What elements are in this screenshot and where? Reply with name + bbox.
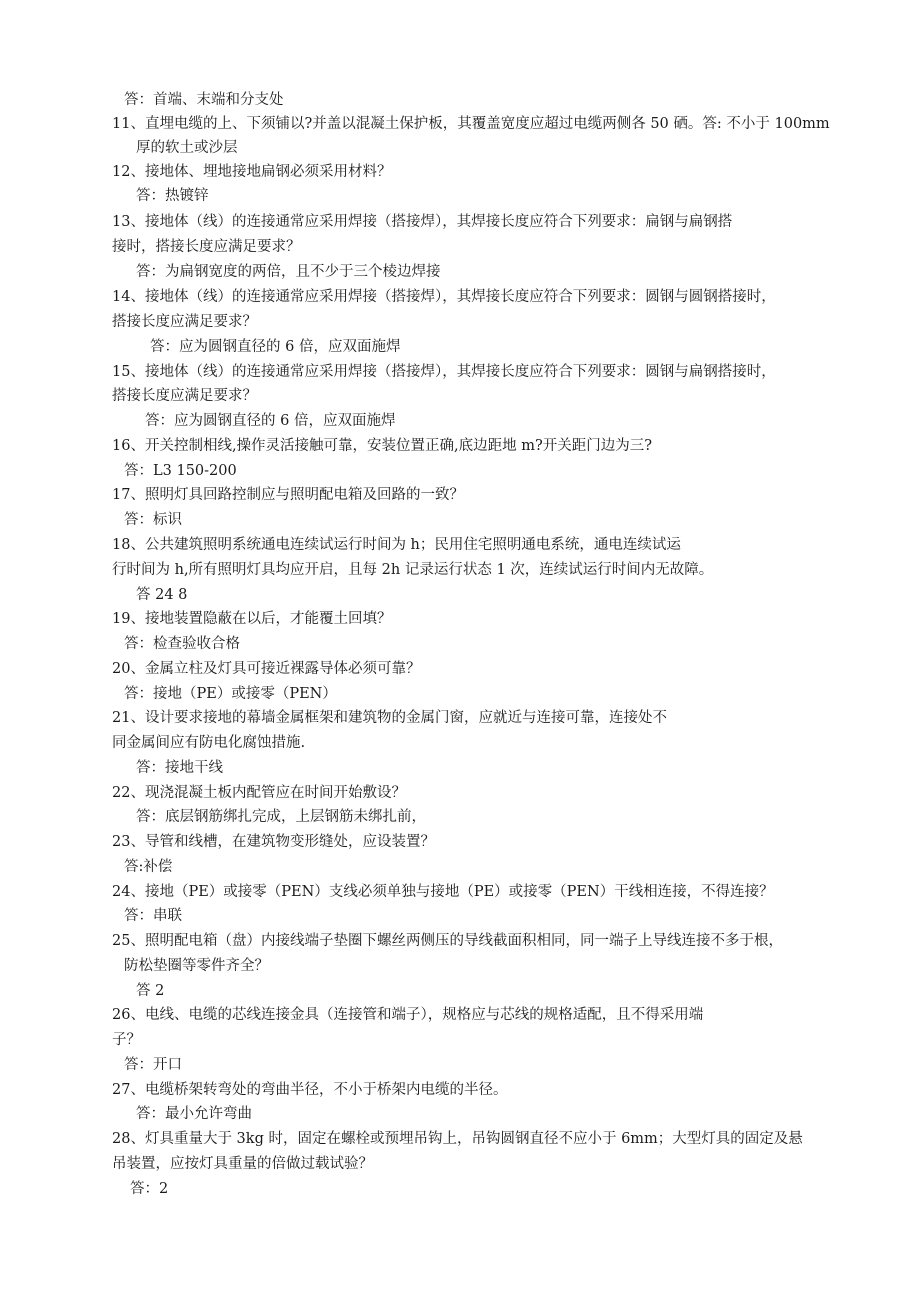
answer-line: 答：2 [130, 1181, 169, 1197]
question-line: 15、接地体（线）的连接通常应采用焊接（搭接焊），其焊接长度应符合下列要求：圆钢与扁钢搭接时， [112, 364, 776, 380]
question-line: 22、现浇混凝土板内配管应在时间开始敷设？ [112, 785, 406, 801]
question-line: 18、公共建筑照明系统通电连续试运行时间为 h；民用住宅照明通电系统，通电连续试运 [112, 537, 681, 553]
question-line-continued: 子？ [112, 1032, 141, 1048]
question-line: 21、设计要求接地的幕墙金属框架和建筑物的金属门窗，应就近与连接可靠，连接处不 [112, 710, 667, 726]
question-line: 17、照明灯具回路控制应与照明配电箱及回路的一致？ [112, 487, 464, 503]
answer-line: 答：应为圆钢直径的 6 倍，应双面施焊 [145, 413, 396, 429]
question-line-continued: 搭接长度应满足要求？ [112, 388, 257, 404]
answer-line: 答：接地干线 [136, 760, 223, 776]
answer-line: 答：应为圆钢直径的 6 倍，应双面施焊 [150, 339, 401, 355]
question-line-continued: 防松垫圈等零件齐全？ [124, 958, 269, 974]
answer-line: 答：接地（PE）或接零（PEN） [124, 686, 337, 702]
question-line: 11、直埋电缆的上、下须铺以?并盖以混凝土保护板，其覆盖宽度应超过电缆两侧各 50 硒。答: 不小于 100mm [112, 116, 830, 132]
answer-line: 答：最小允许弯曲 [136, 1106, 252, 1122]
answer-line: 答：串联 [124, 908, 182, 924]
answer-line: 答 24 8 [136, 587, 188, 603]
question-line: 28、灯具重量大于 3kg 时，固定在螺栓或预埋吊钩上，吊钩圆钢直径不应小于 6mm；大型灯具的固定及悬 [112, 1131, 803, 1147]
question-line: 14、接地体（线）的连接通常应采用焊接（搭接焊），其焊接长度应符合下列要求：圆钢与圆钢搭接时， [112, 289, 776, 305]
question-line: 27、电缆桥架转弯处的弯曲半径，不小于桥架内电缆的半径。 [112, 1082, 508, 1098]
question-line-continued: 同金属间应有防电化腐蚀措施. [112, 735, 306, 751]
question-line: 13、接地体（线）的连接通常应采用焊接（搭接焊），其焊接长度应符合下列要求：扁钢与扁钢搭 [112, 214, 733, 230]
question-line-continued: 接时，搭接长度应满足要求？ [112, 239, 301, 255]
question-line: 12、接地体、埋地接地扁钢必须采用材料？ [112, 164, 392, 180]
answer-line: 答：底层钢筋绑扎完成，上层钢筋未绑扎前， [136, 809, 426, 825]
answer-line: 答：标识 [124, 512, 182, 528]
answer-line: 答：L3 150-200 [124, 463, 237, 479]
answer-line: 答：开口 [124, 1057, 182, 1073]
question-line: 26、电线、电缆的芯线连接金具（连接管和端子），规格应与芯线的规格适配，且不得采用端 [112, 1007, 704, 1023]
question-line-continued: 行时间为 h,所有照明灯具均应开启，且每 2h 记录运行状态 1 次，连续试运行时间内无故障。 [112, 562, 714, 578]
answer-line: 答：检查验收合格 [124, 636, 240, 652]
question-line-continued: 吊装置，应按灯具重量的倍做过载试验？ [112, 1156, 373, 1172]
question-line: 19、接地装置隐蔽在以后，才能覆土回填？ [112, 611, 392, 627]
answer-line: 答:补偿 [124, 859, 173, 875]
question-line: 20、金属立柱及灯具可接近裸露导体必须可靠？ [112, 661, 421, 677]
question-line: 16、开关控制相线,操作灵活接触可靠，安装位置正确,底边距地 m?开关距门边为三? [112, 438, 653, 454]
question-line: 25、照明配电箱（盘）内接线端子垫圈下螺丝两侧压的导线截面积相同，同一端子上导线连接不多于根， [112, 933, 783, 949]
question-line: 24、接地（PE）或接零（PEN）支线必须单独与接地（PE）或接零（PEN）干线相连接，不得连接？ [112, 884, 774, 900]
question-line: 23、导管和线槽，在建筑物变形缝处，应设装置？ [112, 834, 435, 850]
question-line-continued: 厚的软土或沙层 [136, 140, 238, 156]
answer-line: 答：为扁钢宽度的两倍，且不少于三个棱边焊接 [136, 264, 441, 280]
answer-line: 答：首端、末端和分支处 [124, 92, 284, 108]
answer-line: 答：热镀锌 [136, 188, 209, 204]
answer-line: 答 2 [136, 983, 165, 999]
question-line-continued: 搭接长度应满足要求？ [112, 314, 257, 330]
